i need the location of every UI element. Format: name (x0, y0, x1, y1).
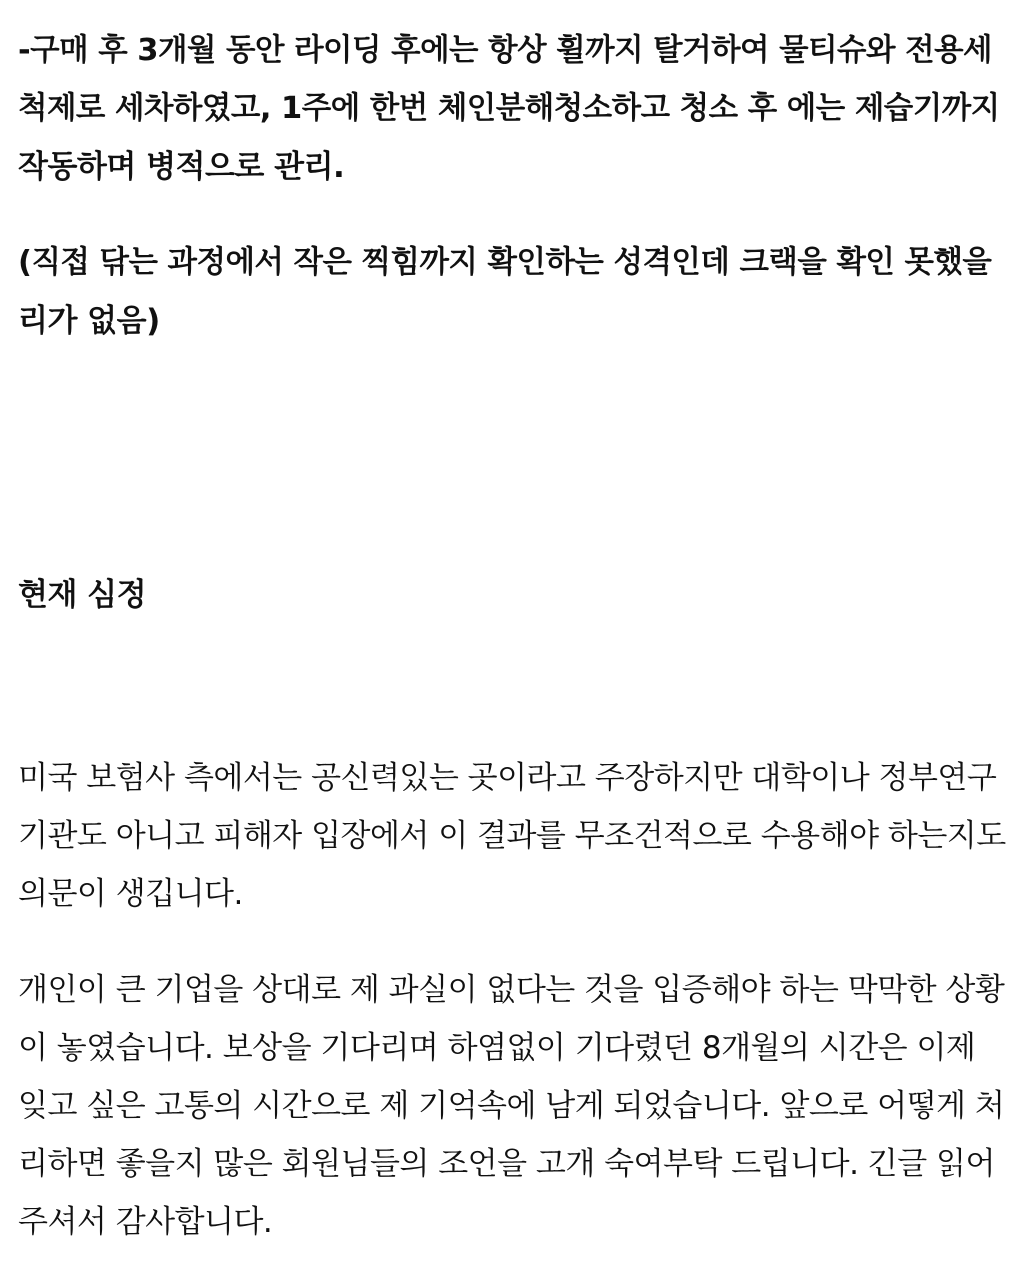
text-line: 개인이 큰 기업을 상대로 제 과실이 없다는 것을 입증해야 하는 막막한 상황 (18, 972, 1005, 1008)
text-line: 리가 없음) (18, 303, 160, 339)
paragraph-inspection-note (18, 234, 991, 350)
text-line: 기관도 아니고 피해자 입장에서 이 결과를 무조건적으로 수용해야 하는지도 (18, 818, 1006, 854)
text-line: 이 놓였습니다. 보상을 기다리며 하염없이 기다렸던 8개월의 시간은 이제 (18, 1030, 976, 1066)
text-line: 작동하며 병적으로 관리. (18, 149, 345, 185)
text-line: 미국 보험사 측에서는 공신력있는 곳이라고 주장하지만 대학이나 정부연구 (18, 760, 997, 796)
paragraph-closing-request (18, 961, 1004, 1251)
text-line: (직접 닦는 과정에서 작은 찍힘까지 확인하는 성격인데 크랙을 확인 못했을 (18, 245, 992, 280)
section-heading (18, 566, 146, 624)
paragraph-insurer-doubt (18, 749, 1006, 923)
paragraph-maintenance-history (18, 22, 1000, 196)
text-line: 리하면 좋을지 많은 회원님들의 조언을 고개 숙여부탁 드립니다. 긴글 읽어 (18, 1146, 995, 1182)
text-line: 척제로 세차하였고, 1주에 한번 체인분해청소하고 청소 후 에는 제습기까지 (18, 91, 1000, 126)
text-line: 주셔서 감사합니다. (18, 1204, 273, 1240)
section-heading-text: 현재 심정 (18, 577, 147, 613)
text-line: 의문이 생깁니다. (18, 876, 243, 912)
text-line: 잊고 싶은 고통의 시간으로 제 기억속에 남게 되었습니다. 앞으로 어떻게 처 (18, 1088, 1005, 1124)
text-line: -구매 후 3개월 동안 라이딩 후에는 항상 휠까지 탈거하여 물티슈와 전용세 (18, 33, 992, 68)
